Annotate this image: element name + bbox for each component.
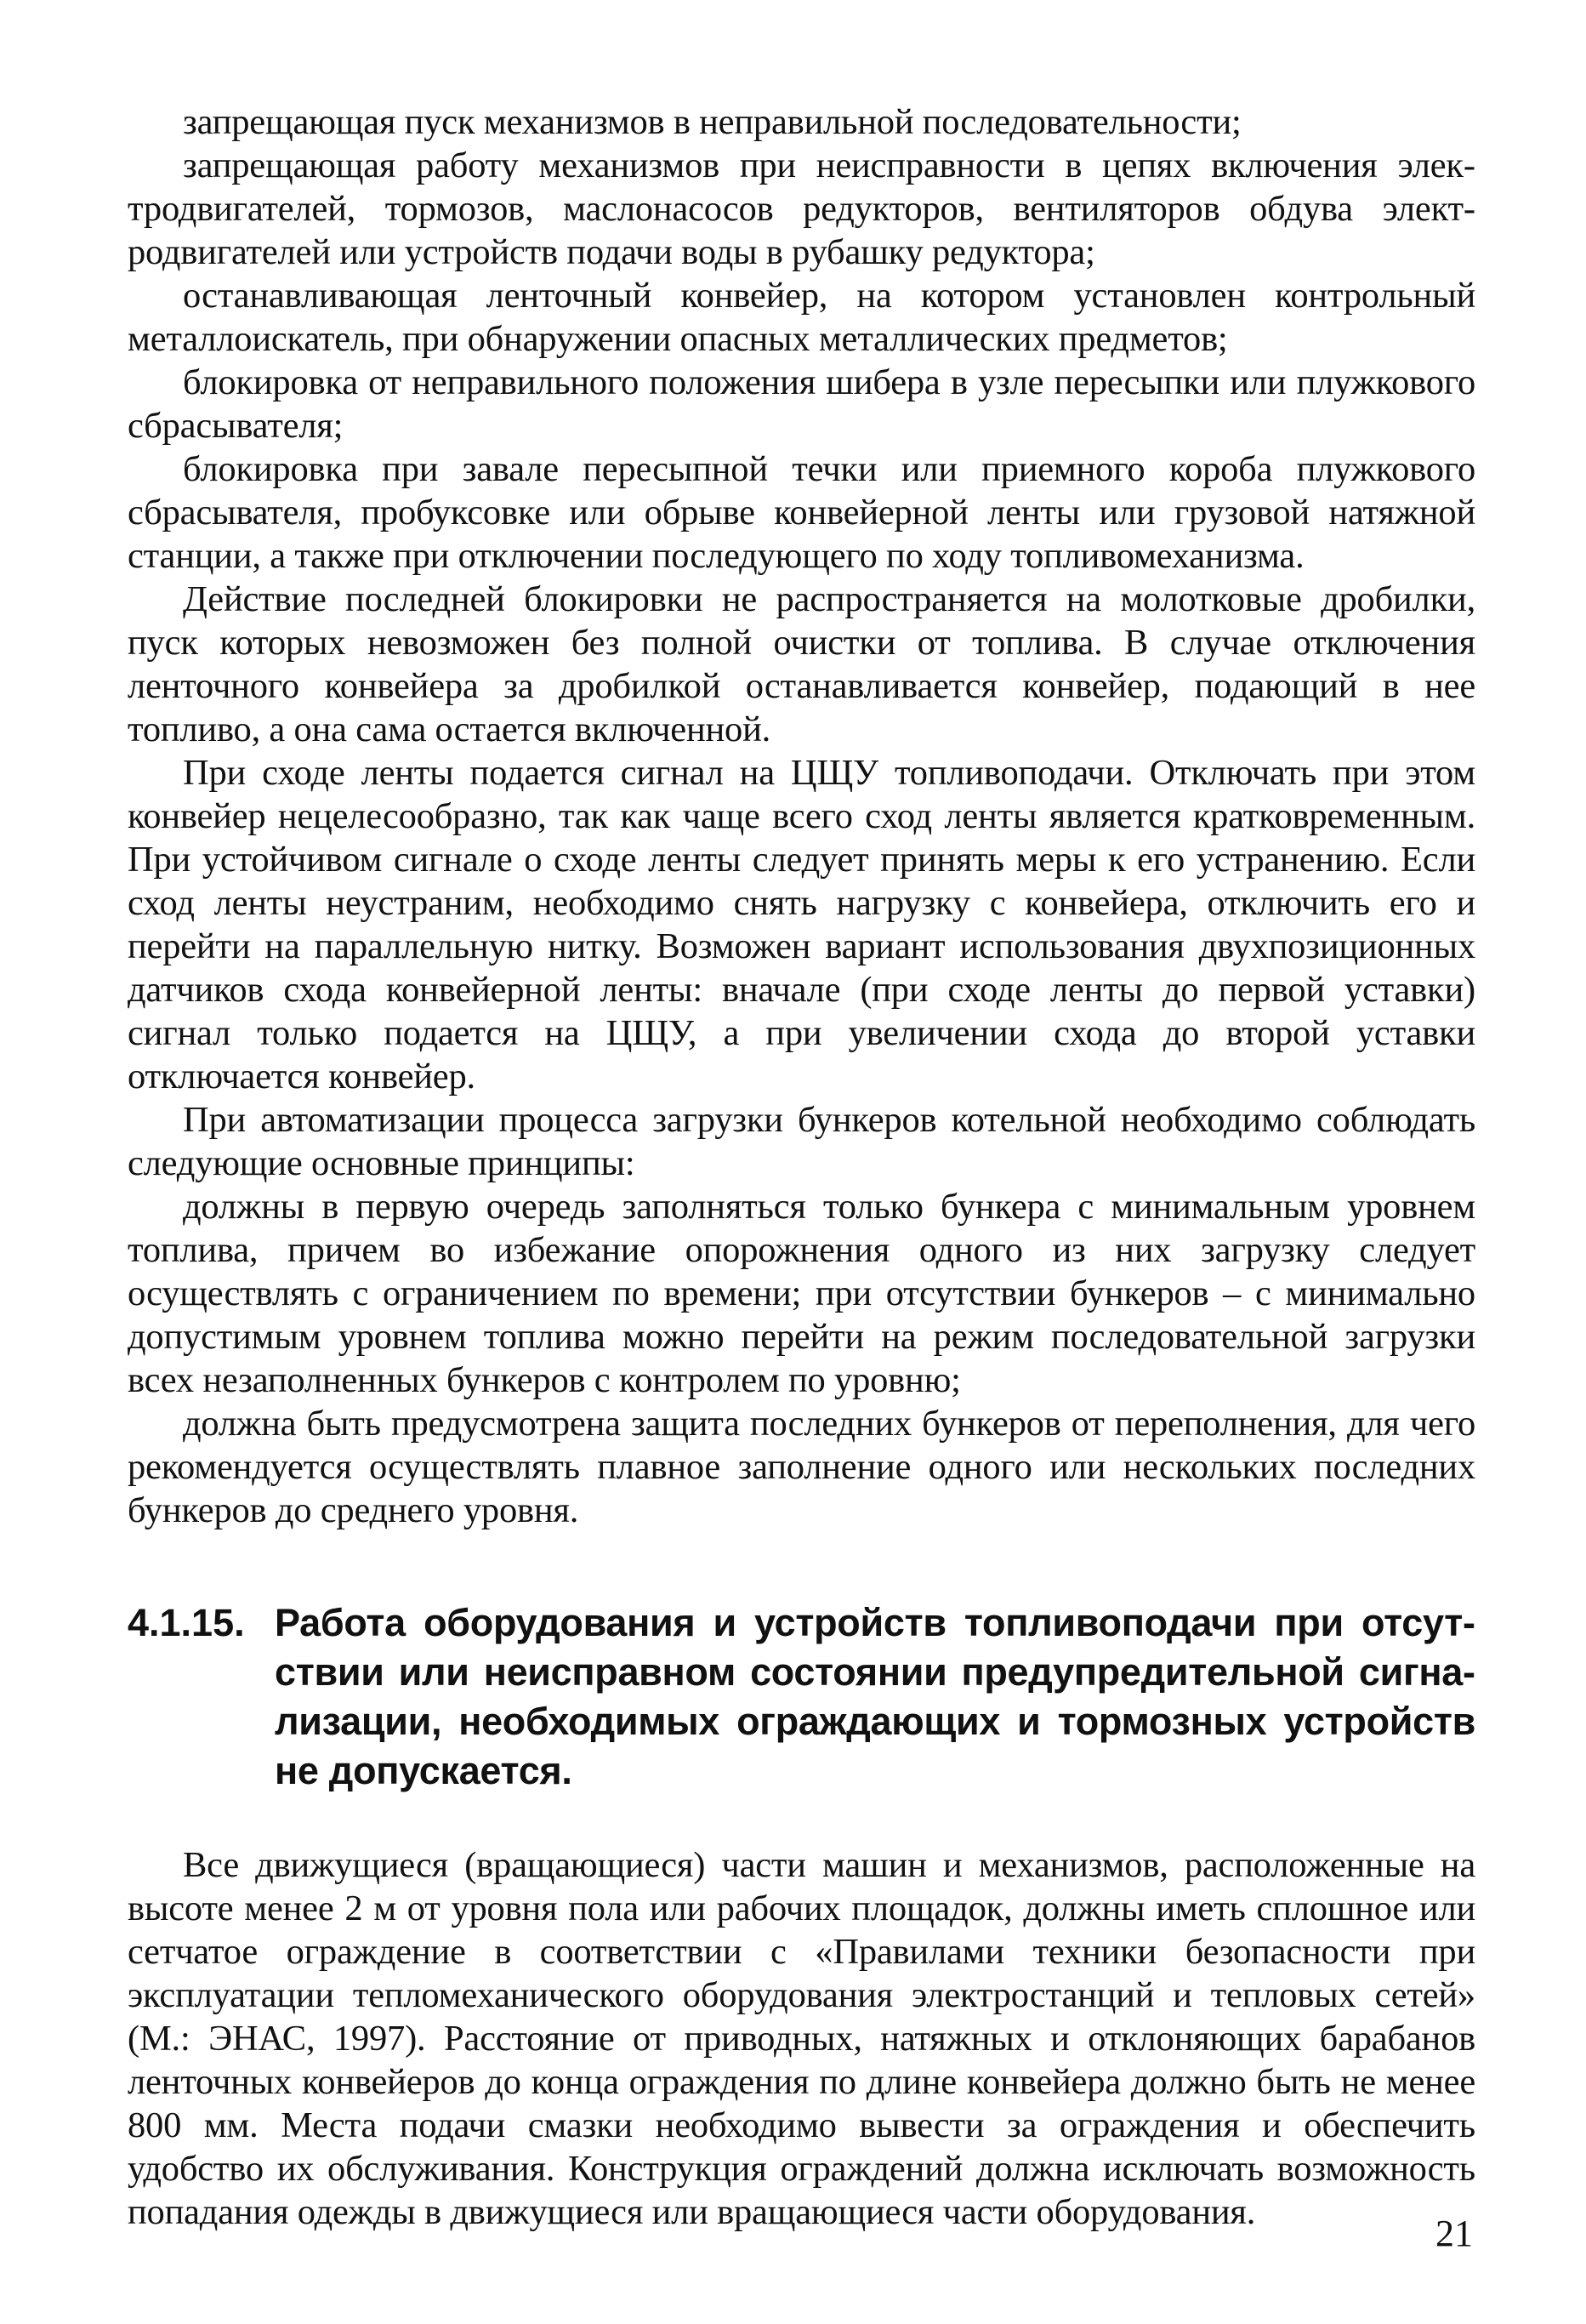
- paragraph: При сходе ленты подается сигнал на ЦЩУ топливоподачи. Отключать при этом конвейер нецелесообразно, так как чаще всего сход ленты является кратковременным. При устойчивом сигнале о сходе ленты следует принять меры к его устранению. Если сход ленты неустраним, необходимо снять нагрузку с конвейера, отключить его и перейти на параллельную нитку. Возможен вариант использования двухпозиционных датчиков схода конвейерной ленты: вначале (при сходе ленты до первой уставки) сигнал только подается на ЦЩУ, а при увеличении схода до второй уставки отключается конвейер.: [128, 753, 1475, 1096]
- paragraph: блокировка от неправильного положения шибера в узле пересыпки или плужкового сбрасывателя;: [128, 362, 1475, 446]
- section-heading: [128, 1598, 1475, 1796]
- paragraph: блокировка при завале пересыпной течки или приемного короба плужкового сбрасывателя, пробуксовке или обрыве конвейерной ленты или грузовой натяжной станции, а также при отключении последующего по ходу топливомеханизма.: [128, 449, 1475, 576]
- section-title: Работа оборудования и устройств топливоподачи при отсутствии или неисправном состоянии предупредительной сигнализации, необходимых ограждающих и тормозных устройств не допускается.: [275, 1601, 1475, 1792]
- paragraph: запрещающая работу механизмов при неисправности в цепях включения электродвигателей, тормозов, маслонасосов редукторов, вентиляторов обдува электродвигателей или устройств подачи воды в рубашку редуктора;: [128, 145, 1475, 272]
- section-number: 4.1.15.: [128, 1601, 245, 1644]
- paragraph: запрещающая пуск механизмов в неправильной последовательности;: [183, 102, 1242, 142]
- paragraph: должны в первую очередь заполняться только бункера с минимальным уровнем топлива, причем во избежание опорожнения одного из них загрузку следует осуществлять с ограничением по времени; при отсутствии бункеров – с минимально допустимым уровнем топлива можно перейти на режим последовательной загрузки всех незаполненных бункеров с контролем по уровню;: [128, 1187, 1475, 1400]
- paragraph: Действие последней блокировки не распространяется на молотковые дробилки, пуск которых невозможен без полной очистки от топлива. В случае отключения ленточного конвейера за дробилкой останавливается конвейер, подающий в нее топливо, а она сама остается включенной.: [128, 579, 1475, 749]
- paragraph: Все движущиеся (вращающиеся) части машин и механизмов, расположенные на высоте менее 2 м от уровня пола или рабочих площадок, должны иметь сплошное или сетчатое ограждение в соответствии с «Правилами техники безопасности при эксплуатации тепломеханического оборудования электростанций и тепловых сетей» (М.: ЭНАС, 1997). Расстояние от приводных, натяжных и отклоняющих барабанов ленточных конвейеров до конца ограждения по длине конвейера должно быть не менее 800 мм. Места подачи смазки необходимо вывести за ограждения и обеспечить удобство их обслуживания. Конструкция ограждений должна исключать возможность попадания одежды в движущиеся или вращающиеся части оборудования.: [128, 1845, 1475, 2232]
- page-body: [128, 100, 1475, 2234]
- page-number: 21: [1435, 2213, 1473, 2254]
- paragraph: должна быть предусмотрена защита последних бункеров от переполнения, для чего рекомендуется осуществлять плавное заполнение одного или нескольких последних бункеров до среднего уровня.: [128, 1404, 1475, 1530]
- paragraph: останавливающая ленточный конвейер, на котором установлен контрольный металлоискатель, при обнаружении опасных металлических предметов;: [128, 276, 1475, 359]
- paragraph: При автоматизации процесса загрузки бункеров котельной необходимо соблюдать следующие основные принципы:: [128, 1100, 1475, 1183]
